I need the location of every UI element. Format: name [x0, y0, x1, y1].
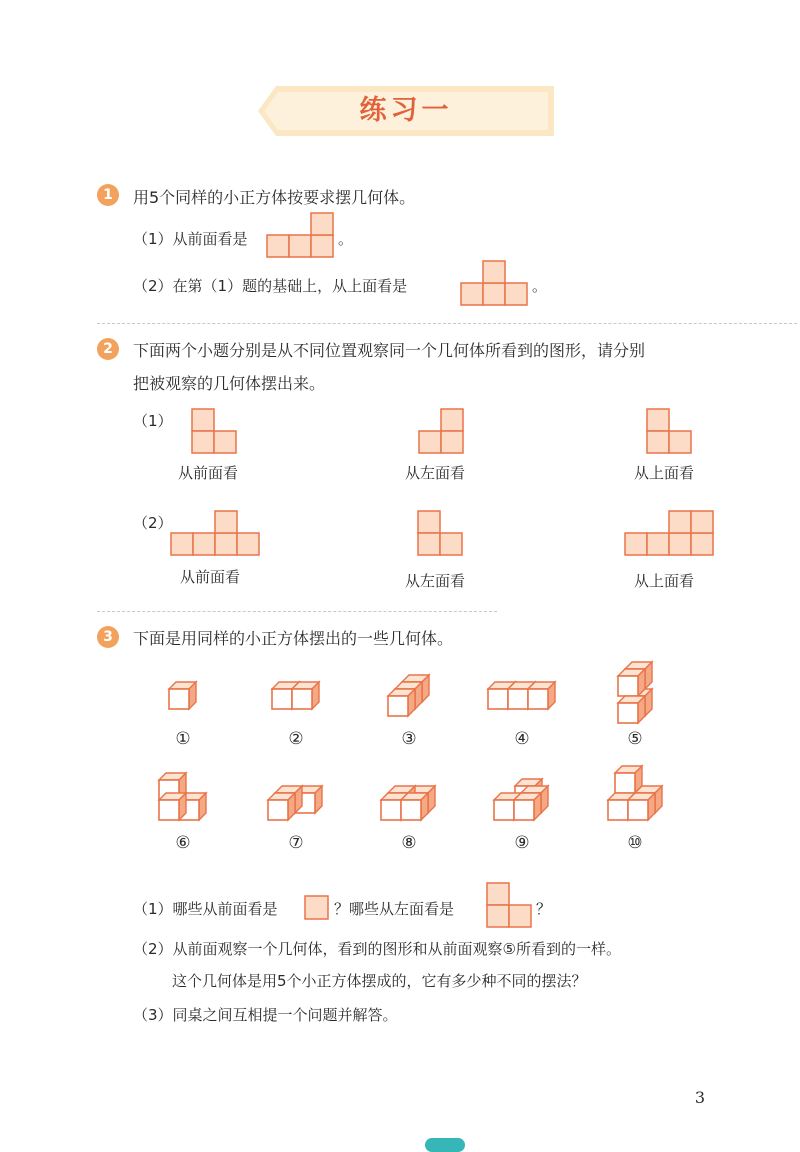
cube-figure-3: [388, 675, 429, 716]
figure-label-1: ①: [175, 729, 191, 749]
q3-part1-mid: ？哪些从左面看是: [334, 900, 455, 918]
q3-part1-prefix: （1）哪些从前面看是: [133, 900, 278, 918]
q3-part2-line1: （2）从前面观察一个几何体，看到的图形和从前面观察⑤所看到的一样。: [133, 940, 621, 958]
q2-2-front-caption: 从前面看: [180, 568, 241, 586]
q2-2-top-caption: 从上面看: [634, 572, 695, 590]
bottom-tab-marker: [425, 1138, 465, 1152]
q1-part2-top-view-figure: [460, 260, 528, 306]
question-1-badge: 1: [97, 184, 119, 206]
cube-figures-area: [0, 650, 800, 850]
figure-label-5: ⑤: [627, 729, 643, 749]
q1-part1-prefix: （1）从前面看是: [133, 230, 248, 248]
cube-figure-2: [272, 682, 319, 709]
question-3-badge: 3: [97, 626, 119, 648]
q3-part1-suffix: ？: [536, 900, 552, 918]
figure-label-7: ⑦: [288, 833, 304, 853]
q2-1-front-view-figure: [191, 408, 237, 454]
cube-figure-6: [159, 773, 206, 820]
question-3-stem: 下面是用同样的小正方体摆出的一些几何体。: [133, 629, 454, 648]
q3-part2-line2: 这个几何体是用5个小正方体摆成的，它有多少种不同的摆法？: [172, 972, 587, 990]
cube-figure-4: [488, 682, 555, 709]
q2-2-left-caption: 从左面看: [405, 572, 466, 590]
cube-figure-9: [494, 779, 548, 820]
q2-part2-label: （2）: [133, 514, 173, 532]
cube-figure-5: [618, 662, 652, 723]
q2-1-front-caption: 从前面看: [178, 464, 239, 482]
figure-label-3: ③: [401, 729, 417, 749]
q2-part1-label: （1）: [133, 412, 173, 430]
cube-figure-7: [268, 786, 322, 820]
q2-1-top-view-figure: [646, 408, 692, 454]
figure-label-2: ②: [288, 729, 304, 749]
cube-figure-1: [169, 682, 196, 709]
question-2-stem-line1: 下面两个小题分别是从不同位置观察同一个几何体所看到的图形，请分别: [133, 341, 646, 360]
cube-figure-8: [381, 786, 435, 820]
q3-part3: （3）同桌之间互相提一个问题并解答。: [133, 1006, 398, 1024]
q1-part1-suffix: 。: [338, 230, 354, 248]
divider: [97, 323, 797, 324]
figure-label-10: ⑩: [627, 833, 643, 853]
q1-part2-suffix: 。: [532, 277, 548, 295]
q3-part1-single-square-figure: [304, 895, 330, 921]
cube-figure-10: [608, 766, 662, 820]
q2-1-left-view-figure: [418, 408, 464, 454]
q2-2-left-view-figure: [417, 510, 463, 556]
question-2-stem-line2: 把被观察的几何体摆出来。: [133, 374, 326, 393]
divider: [97, 611, 497, 612]
figure-label-4: ④: [514, 729, 530, 749]
q2-1-left-caption: 从左面看: [405, 464, 466, 482]
q1-part2-prefix: （2）在第（1）题的基础上，从上面看是: [133, 277, 408, 295]
q1-part1-front-view-figure: [266, 212, 334, 258]
q2-2-top-view-figure: [624, 510, 714, 556]
q2-1-top-caption: 从上面看: [634, 464, 695, 482]
page-number: 3: [694, 1088, 705, 1107]
question-1-stem: 用5个同样的小正方体按要求摆几何体。: [133, 188, 416, 207]
question-2-badge: 2: [97, 338, 119, 360]
figure-label-8: ⑧: [401, 833, 417, 853]
title-banner: [258, 86, 554, 136]
figure-label-6: ⑥: [175, 833, 191, 853]
figure-label-9: ⑨: [514, 833, 530, 853]
q3-part1-left-view-figure: [486, 882, 532, 928]
page-title: 练习一: [359, 95, 453, 126]
q2-2-front-view-figure: [170, 510, 260, 556]
